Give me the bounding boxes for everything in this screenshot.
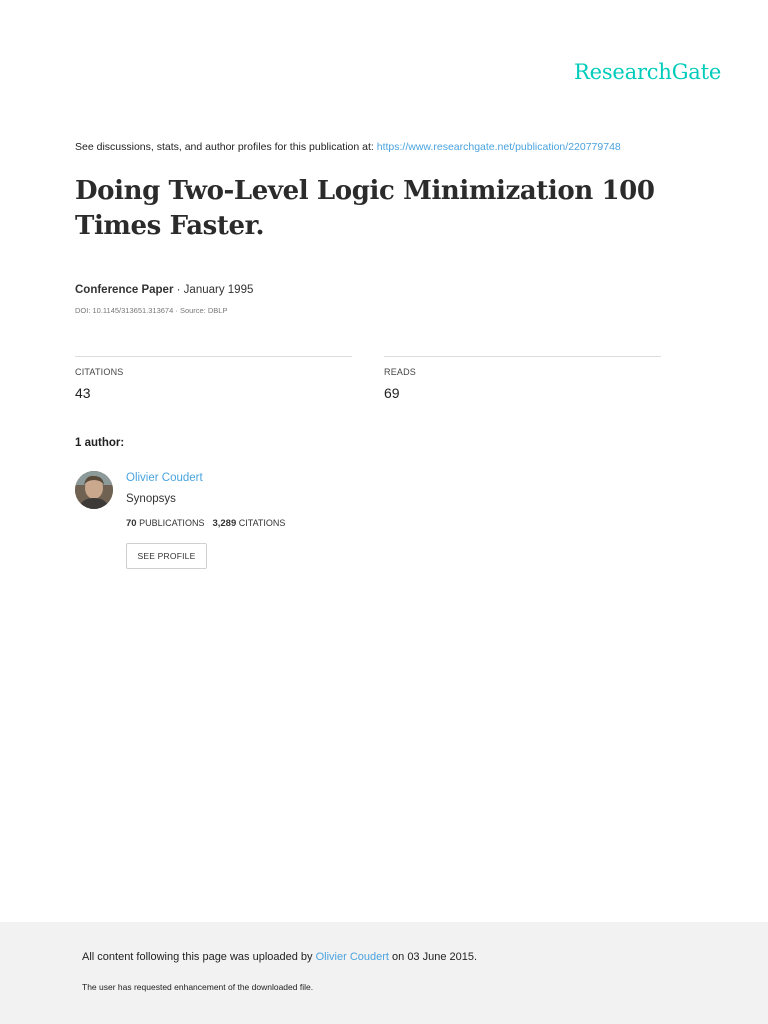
- publication-date: January 1995: [183, 284, 254, 296]
- doi-line: DOI: 10.1145/313651.313674 · Source: DBLP: [75, 306, 228, 315]
- upload-prefix: All content following this page was uploaded by: [82, 951, 316, 963]
- reads-value: 69: [384, 385, 400, 401]
- researchgate-logo[interactable]: ResearchGate: [574, 60, 722, 84]
- publication-title: Doing Two-Level Logic Minimization 100 Times Faster.: [75, 176, 655, 241]
- author-citations-count: 3,289: [212, 518, 237, 529]
- upload-suffix: on 03 June 2015.: [388, 951, 478, 963]
- author-publications-label: PUBLICATIONS: [139, 518, 205, 528]
- avatar-photo-icon: [75, 471, 113, 509]
- citations-value: 43: [75, 385, 91, 401]
- author-affiliation: Synopsys: [126, 493, 176, 505]
- authors-heading: 1 author:: [75, 437, 125, 449]
- citations-label: CITATIONS: [75, 367, 124, 377]
- reads-label: READS: [384, 367, 417, 377]
- upload-line: [82, 951, 477, 963]
- uploader-link[interactable]: Olivier Coudert: [315, 951, 389, 963]
- footer: [0, 922, 768, 1024]
- enhancement-note: The user has requested enhancement of the downloaded file.: [82, 982, 314, 992]
- author-publications-count: 70: [126, 518, 137, 529]
- publication-meta: [75, 284, 253, 296]
- author-stats: [126, 518, 285, 529]
- discussion-prefix: See discussions, stats, and author profiles for this publication at:: [75, 141, 377, 153]
- see-profile-button[interactable]: SEE PROFILE: [126, 543, 207, 569]
- meta-separator: ·: [173, 284, 184, 296]
- reads-divider: [384, 356, 661, 357]
- author-name-link[interactable]: Olivier Coudert: [126, 472, 203, 484]
- publication-url-link[interactable]: https://www.researchgate.net/publication/220779748: [376, 141, 621, 153]
- discussion-line: [75, 141, 621, 153]
- author-citations-label: CITATIONS: [238, 518, 286, 528]
- author-avatar[interactable]: [75, 471, 113, 509]
- citations-divider: [75, 356, 352, 357]
- publication-type: Conference Paper: [75, 284, 174, 296]
